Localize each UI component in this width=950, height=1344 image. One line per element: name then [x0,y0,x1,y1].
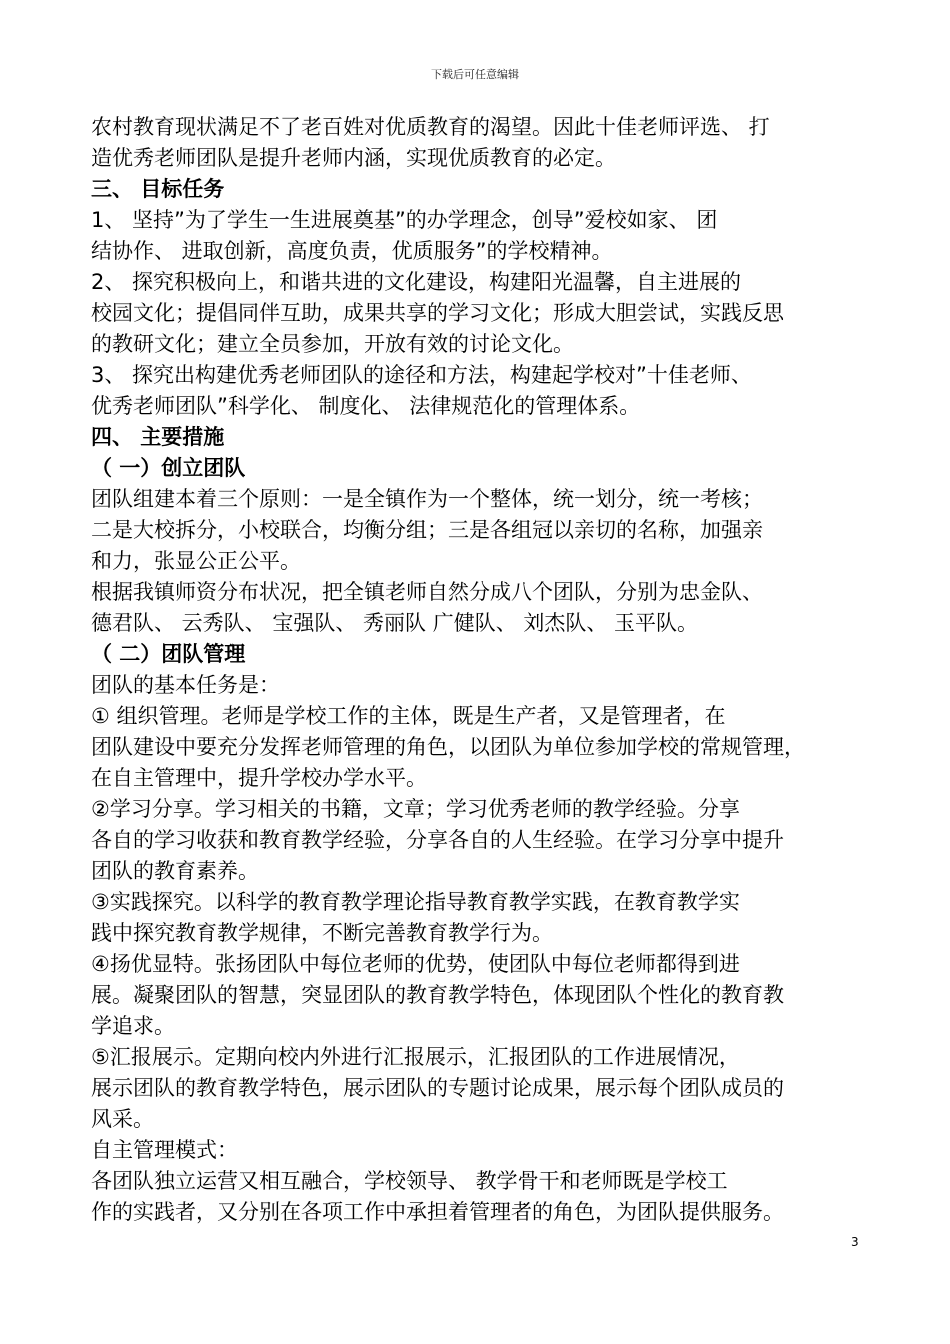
body-line: 优秀老师团队”科学化、 制度化、 法律规范化的管理体系。 [91,394,641,418]
body-line: 各自的学习收获和教育教学经验，分享各自的人生经验。在学习分享中提升 [91,828,784,852]
body-line: 在自主管理中，提升学校办学水平。 [91,766,427,790]
body-line: 团队的教育素养。 [91,859,259,883]
body-line: 展示团队的教育教学特色，展示团队的专题讨论成果，展示每个团队成员的 [91,1076,784,1100]
body-line: 结协作、 进取创新，高度负责，优质服务”的学校精神。 [91,239,613,263]
subsection-heading: （ 二）团队管理 [91,642,246,666]
body-line: 和力，张显公正公平。 [91,549,301,573]
body-line: 作的实践者，又分别在各项工作中承担着管理者的角色，为团队提供服务。 [91,1200,784,1224]
section-heading: 四、 主要措施 [91,425,225,449]
body-line: ⑤汇报展示。定期向校内外进行汇报展示，汇报团队的工作进展情况， [91,1045,740,1069]
body-line: 1、 坚持”为了学生一生进展奠基”的办学理念，创导”爱校如家、 团 [91,208,718,232]
body-line: ②学习分享。学习相关的书籍，文章；学习优秀老师的教学经验。分享 [91,797,740,821]
body-line: 自主管理模式： [91,1138,238,1162]
subsection-heading: （ 一）创立团队 [91,456,246,480]
body-line: 学追求。 [91,1014,175,1038]
body-line: 各团队独立运营又相互融合，学校领导、 教学骨干和老师既是学校工 [91,1169,728,1193]
body-line: 风采。 [91,1107,154,1131]
section-heading: 三、 目标任务 [91,177,225,201]
body-line: 2、 探究积极向上，和谐共进的文化建设，构建阳光温馨，自主进展的 [91,270,742,294]
body-line: ① 组织管理。老师是学校工作的主体，既是生产者，又是管理者，在 [91,704,726,728]
body-line: 的教研文化；建立全员参加，开放有效的讨论文化。 [91,332,574,356]
body-line: 农村教育现状满足不了老百姓对优质教育的渴望。因此十佳老师评选、 打 [91,115,770,139]
body-line: 根据我镇师资分布状况，把全镇老师自然分成八个团队，分别为忠金队、 [91,580,763,604]
body-line: 3、 探究出构建优秀老师团队的途径和方法，构建起学校对”十佳老师、 [91,363,752,387]
body-line: 校园文化；提倡同伴互助，成果共享的学习文化；形成大胆尝试，实践反思 [91,301,784,325]
body-line: ④扬优显特。张扬团队中每位老师的优势，使团队中每位老师都得到进 [91,952,740,976]
page-header: 下载后可任意编辑 [431,68,519,81]
body-line: 二是大校拆分，小校联合，均衡分组；三是各组冠以亲切的名称，加强亲 [91,518,763,542]
body-line: 团队的基本任务是： [91,673,280,697]
page-number: 3 [851,1235,859,1249]
body-line: 践中探究教育教学规律，不断完善教育教学行为。 [91,921,553,945]
body-line: 展。凝聚团队的智慧，突显团队的教育教学特色，体现团队个性化的教育教 [91,983,784,1007]
body-line: 德君队、 云秀队、 宝强队、 秀丽队 广健队、 刘杰队、 玉平队。 [91,611,699,635]
body-line: 造优秀老师团队是提升老师内涵，实现优质教育的必定。 [91,146,616,170]
body-line: 团队组建本着三个原则：一是全镇作为一个整体，统一划分，统一考核； [91,487,763,511]
body-line: ③实践探究。以科学的教育教学理论指导教育教学实践，在教育教学实 [91,890,740,914]
body-line: 团队建设中要充分发挥老师管理的角色，以团队为单位参加学校的常规管理， [91,735,805,759]
document-body [91,112,866,1228]
